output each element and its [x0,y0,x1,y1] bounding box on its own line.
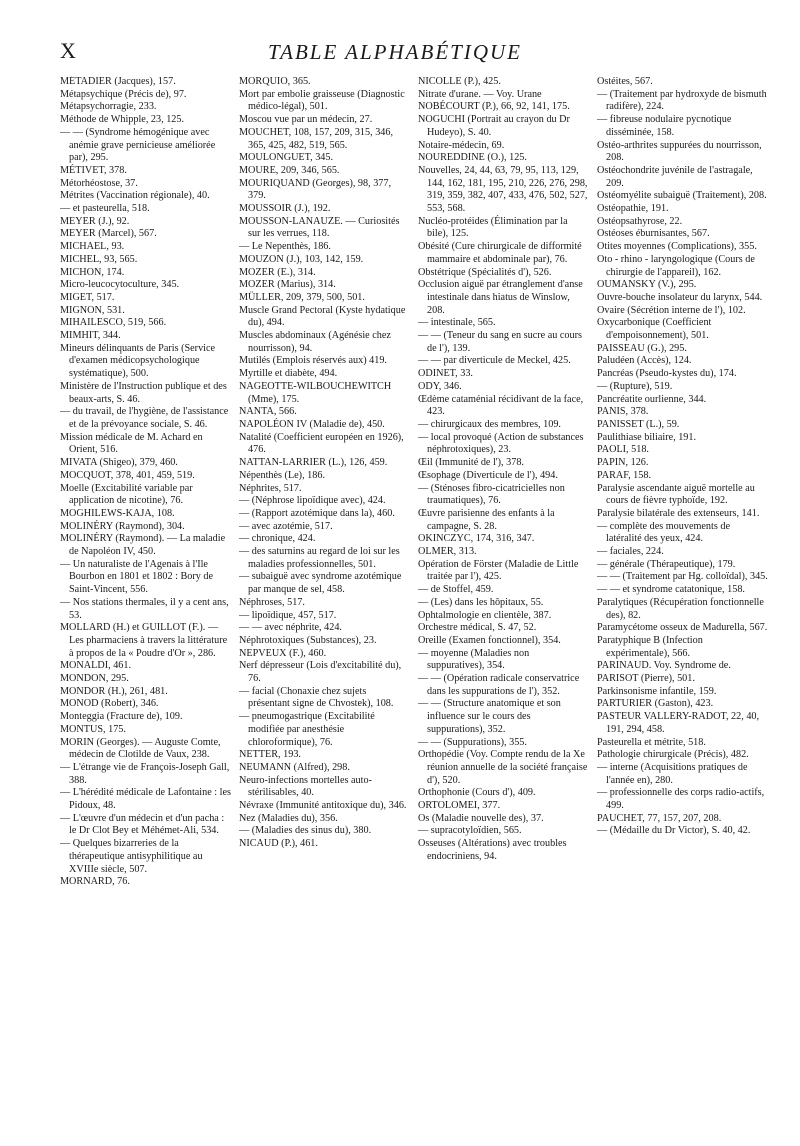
index-entry: — complète des mouvements de latéralité des yeux, 424. [597,520,730,545]
index-entry: — du travail, de l'hygiène, de l'assistance et de la prévoyance sociale, S. 46. [60,406,229,430]
index-entry: MONDOR (H.), 261, 481. [60,685,168,697]
index-entry: NOBÉCOURT (P.), 66, 92, 141, 175. [418,101,570,113]
index-entry: Paralysie ascendante aiguë mortelle au cours de fièvre typhoïde, 192. [597,482,755,507]
index-entry: Néphrotoxiques (Substances), 23. [239,634,377,646]
index-entry: Osseuses (Altérations) avec troubles endocriniens, 94. [418,838,567,862]
index-entry: Névraxe (Immunité antitoxique du), 346. [239,800,407,812]
index-entry: — (Traitement par hydroxyde de bismuth radifère), 224. [597,88,767,113]
index-entry: ODY, 346. [418,380,462,392]
index-entry: MOUSSOIR (J.), 192. [239,203,331,215]
index-entry: MICHAEL, 93. [60,241,125,253]
index-entry: Mutilés (Emplois réservés aux) 419. [239,355,387,367]
index-entry: NICAUD (P.), 461. [239,838,318,850]
index-entry: MOGHILEWS-KAJA, 108. [60,507,175,519]
index-entry: MOLINÉRY (Raymond). — La maladie de Napoléon IV, 450. [60,533,226,558]
index-entry: NANTA, 566. [239,406,297,418]
index-entry: Pathologie chirurgicale (Précis), 482. [597,749,749,761]
index-entry: Ostéo-arthrites suppurées du nourrisson, 208. [597,139,762,164]
index-entry: NEUMANN (Alfred), 298. [239,761,350,773]
index-entry: Métapsychique (Précis de), 97. [60,88,187,100]
index-entry: — L'œuvre d'un médecin et d'un pacha : le Dr Clot Bey et Méhémet-Ali, 534. [60,812,225,837]
index-entry: Muscle Grand Pectoral (Kyste hydatique du), 494. [239,304,406,329]
index-entry: — Nos stations thermales, il y a cent ans, 53. [60,596,229,621]
index-entry: MOURE, 209, 346, 565. [239,164,340,176]
index-entry: MIHAILESCO, 519, 566. [60,317,167,329]
index-entry: Ostéites, 567. [597,76,653,87]
index-entry: Orthophonie (Cours d'), 409. [418,787,536,799]
index-entry: MOLINÉRY (Raymond), 304. [60,520,185,532]
index-entry: Ostéomyélite subaiguë (Traitement), 208. [597,190,767,202]
index-entry: Os (Maladie nouvelle des), 37. [418,812,544,824]
index-entry: Myrtille et diabète, 494. [239,368,338,380]
index-entry: NEPVEUX (F.), 460. [239,647,327,659]
index-entry: NAPOLÉON IV (Maladie de), 450. [239,418,385,430]
index-entry: — — (Traitement par Hg. colloïdal), 345. [597,571,768,583]
index-entry: Oxycarbonique (Coefficient d'empoisonnement), 501. [597,317,712,342]
index-entry: — et pasteurella, 518. [60,203,150,215]
index-entry: NATTAN-LARRIER (L.), 126, 459. [239,457,388,469]
index-entry: PARTURIER (Gaston), 423. [597,698,714,710]
index-entry: Paratyphique B (Infection expérimentale), 566. [597,634,703,659]
index-entry: Métorhéostose, 37. [60,177,138,189]
index-entry: — Un naturaliste de l'Agenais à l'Ile Bourbon en 1801 et 1802 : Bory de Saint-Vincent, 556. [60,558,214,596]
index-entry: Pancréatite ourlienne, 344. [597,393,707,405]
index-entry: — — (Structure anatomique et son influence sur le cours des suppurations), 352. [418,698,561,735]
index-entry: PAPIN, 126. [597,457,649,469]
index-entry: MEYER (Marcel), 567. [60,228,157,240]
index-entry: Paramycétome osseux de Madurella, 567. [597,622,768,634]
index-entry: NOGUCHI (Portrait au crayon du Dr Hudeyo), S. 40. [418,114,570,138]
index-entry: Nouvelles, 24, 44, 63, 79, 95, 113, 129, 144, 162, 181, 195, 210, 226, 276, 298, 319, 359, 382, 407, 433, 476, 502, 527, 553, 568. [418,164,588,215]
index-entry: MOURIQUAND (Georges), 98, 377, 379. [239,177,392,202]
index-entry: Méthode de Whipple, 23, 125. [60,114,185,126]
index-entry: Œdème cataménial récidivant de la face, 423. [418,393,584,418]
index-entry: OKINCZYC, 174, 316, 347. [418,533,535,545]
index-entry: Œil (Immunité de l'), 378. [418,457,524,469]
index-entry: Ostéopsathyrose, 22. [597,215,683,227]
index-entry: Ministère de l'Instruction publique et des beaux-arts, S. 46. [60,380,227,405]
index-entry: — — par diverticule de Meckel, 425. [418,355,571,367]
index-entry: MEYER (J.), 92. [60,215,130,227]
index-entry: Paludéen (Accès), 124. [597,355,692,367]
index-entry: MOZER (E.), 314. [239,266,316,278]
index-entry: Muscles abdominaux (Agénésie chez nourrisson), 94. [239,330,391,354]
index-entry: — L'hérédité médicale de Lafontaine : les Pidoux, 48. [60,787,231,812]
index-entry: — fibreuse nodulaire pycnotique disséminée, 158. [597,114,732,138]
index-entry: MONTUS, 175. [60,723,126,735]
index-entry: — chronique, 424. [239,533,316,545]
index-entry: MOCQUOT, 378, 401, 459, 519. [60,469,195,481]
index-entry: Ophtalmologie en clientèle, 387. [418,609,552,621]
index-entry: — (Sténoses fibro-cicatricielles non traumatiques), 76. [418,482,565,507]
index-entry: MOUCHET, 108, 157, 209, 315, 346, 365, 425, 482, 519, 565. [239,126,394,151]
index-entry: — professionnelle des corps radio-actifs, 499. [597,787,765,812]
index-entry: Natalité (Coefficient européen en 1926), 476. [239,431,404,456]
index-entry: Notaire-médecin, 69. [418,139,505,151]
index-entry: Néphroses, 517. [239,596,305,608]
index-entry: Ostéochondrite juvénile de l'astragale, 209. [597,164,753,189]
index-entry: Moelle (Excitabilité variable par application de nicotine), 76. [60,482,193,507]
index-entry: NOUREDDINE (O.), 125. [418,152,527,164]
index-entry: MOULONGUET, 345. [239,152,334,164]
index-entry: Mort par embolie graisseuse (Diagnostic médico-légal), 501. [239,88,405,113]
index-entry: NAGEOTTE-WILBOUCHEWITCH (Mme), 175. [239,380,392,405]
index-entry: MICHON, 174. [60,266,125,278]
index-entry: Opération de Förster (Maladie de Little traitée par l'), 425. [418,558,579,583]
page-number: X [60,38,77,63]
index-entry: — de Stoffel, 459. [418,584,494,596]
index-entry: Néphrites, 517. [239,482,302,494]
index-entry: Nez (Maladies du), 356. [239,812,338,824]
index-entry: — supracotyloïdien, 565. [418,825,522,837]
index-entry: — avec azotémie, 517. [239,520,333,532]
index-entry: — (Maladies des sinus du), 380. [239,825,372,837]
index-entry: — — (Suppurations), 355. [418,736,527,748]
index-entry: PAUCHET, 77, 157, 207, 208. [597,812,722,824]
index-entry: MONALDI, 461. [60,660,132,672]
index-entry: — L'étrange vie de François-Joseph Gall, 388. [60,761,230,786]
index-entry: Ostéopathie, 191. [597,203,669,215]
index-entry: MÉTIVET, 378. [60,164,127,176]
index-entry: Nerf dépresseur (Lois d'excitabilité du), 76. [239,660,402,685]
index-entry: ORTOLOMEI, 377. [418,800,501,812]
index-entry: OUMANSKY (V.), 295. [597,279,697,291]
index-entry: MÜLLER, 209, 379, 500, 501. [239,291,365,303]
index-entry: — lipoïdique, 457, 517. [239,609,337,621]
index-entry: — — (Opération radicale conservatrice dans les suppurations de l'), 352. [418,673,580,697]
index-entry: Moscou vue par un médecin, 27. [239,114,373,126]
index-entry: MORNARD, 76. [60,876,130,888]
index-entry: Pasteurella et métrite, 518. [597,736,706,748]
index-column-1 [60,76,231,1126]
index-entry: Oto - rhino - laryngologique (Cours de chirurgie de l'appareil), 162. [597,253,755,278]
index-entry: — générale (Thérapeutique), 179. [597,558,736,570]
index-entry: Paralytiques (Récupération fonctionnelle des), 82. [597,596,764,621]
index-entry: — facial (Chonaxie chez sujets présentant signe de Chvostek), 108. [239,685,394,710]
index-column-4 [597,76,768,1126]
index-entry: MOZER (Marius), 314. [239,279,336,291]
index-entry: Monteggia (Fracture de), 109. [60,711,183,723]
index-entry: Micro-leucocytoculture, 345. [60,279,180,291]
index-entry: Oreille (Examen fonctionnel), 354. [418,634,561,646]
index-entry: MIMHIT, 344. [60,330,121,342]
index-entry: Orchestre médical, S. 47, 52. [418,622,537,634]
index-entry: Œsophage (Diverticule de l'), 494. [418,469,558,481]
index-entry: Parkinsonisme infantile, 159. [597,685,717,697]
index-entry: Métapsychorragie, 233. [60,101,157,113]
index-entry: Orthopédie (Voy. Compte rendu de la Xe réunion annuelle de la société française d'), 520. [418,749,588,786]
index-columns [60,76,770,1126]
index-entry: — (Rupture), 519. [597,380,673,392]
index-entry: Ovaire (Sécrétion interne de l'), 102. [597,304,746,316]
index-entry: MOLLARD (H.) et GUILLOT (F.). — Les pharmaciens à travers la littérature à propos de la « Poudre d'Or », 286. [60,622,228,659]
index-entry: MORIN (Georges). — Auguste Comte, médecin de Clotilde de Vaux, 238. [60,736,221,761]
index-entry: — — et syndrome catatonique, 158. [597,584,745,596]
index-entry: Népenthès (Le), 186. [239,469,325,481]
index-entry: PARINAUD. Voy. Syndrome de. [597,660,731,672]
index-entry: NICOLLE (P.), 425. [418,76,501,87]
index-entry: PARISOT (Pierre), 501. [597,673,695,685]
index-entry: MIGNON, 531. [60,304,125,316]
index-entry: Mission médicale de M. Achard en Orient, 516. [60,431,203,456]
index-entry: Œuvre parisienne des enfants à la campagne, S. 28. [418,507,555,532]
index-entry: Paralysie bilatérale des extenseurs, 141. [597,507,760,519]
index-entry: PAISSEAU (G.), 295. [597,342,687,354]
index-entry: — des saturnins au regard de loi sur les maladies professionnelles, 501. [239,546,400,570]
index-entry: MONDON, 295. [60,673,129,685]
page-title: TABLE ALPHABÉTIQUE [268,40,522,64]
index-entry: — intestinale, 565. [418,317,496,329]
index-entry: Métrites (Vaccination régionale), 40. [60,190,210,202]
index-entry: Neuro-infections mortelles auto-stérilisables, 40. [239,774,372,799]
index-entry: MIVATA (Shigeo), 379, 460. [60,457,178,469]
index-entry: — local provoqué (Action de substances néphrotoxiques), 23. [418,431,584,456]
index-entry: MORQUIO, 365. [239,76,311,87]
index-entry: — pneumogastrique (Excitabilité modifiée par anesthésie chloroformique), 76. [239,711,375,748]
index-entry: — (Les) dans les hôpitaux, 55. [418,596,544,608]
index-entry: — — (Teneur du sang en sucre au cours de l'), 139. [418,330,582,354]
index-entry: PANISSET (L.), 59. [597,418,680,430]
running-header [60,38,730,68]
index-entry: NETTER, 193. [239,749,301,761]
index-entry: — — (Syndrome hémogénique avec anémie grave pernicieuse améliorée par), 295. [60,126,216,164]
index-entry: PASTEUR VALLERY-RADOT, 22, 40, 191, 294, 458. [597,711,760,735]
index-entry: Obésité (Cure chirurgicale de difformité mammaire et abdominale par), 76. [418,241,582,265]
index-entry: — chirurgicaux des membres, 109. [418,418,561,430]
index-entry: PARAF, 158. [597,469,652,481]
index-entry: ODINET, 33. [418,368,473,380]
index-entry: Nucléo-protéides (Élimination par la bile), 125. [418,215,568,240]
index-entry: MICHEL, 93, 565. [60,253,138,265]
index-entry: — moyenne (Maladies non suppuratives), 354. [418,647,530,672]
index-column-2 [239,76,410,1126]
index-entry: — (Néphrose lipoïdique avec), 424. [239,495,386,507]
index-entry: MOUSSON-LANAUZE. — Curiosités sur les verrues, 118. [239,215,400,240]
index-entry: MIGET, 517. [60,291,115,303]
index-entry: — interne (Acquisitions pratiques de l'année en), 280. [597,761,748,786]
index-entry: — — avec néphrite, 424. [239,622,342,634]
index-column-3 [418,76,589,1126]
index-entry: OLMER, 313. [418,546,477,558]
index-entry: — subaiguë avec syndrome azotémique par manque de sel, 458. [239,571,402,596]
index-entry: Obstétrique (Spécialités d'), 526. [418,266,552,278]
index-entry: PAOLI, 518. [597,444,649,456]
index-entry: MOUZON (J.), 103, 142, 159. [239,253,364,265]
index-entry: Occlusion aiguë par étranglement d'anse intestinale dans hiatus de Winslow, 208. [418,279,583,316]
index-entry: — (Médaille du Dr Victor), S. 40, 42. [597,825,751,837]
index-entry: Pancréas (Pseudo-kystes du), 174. [597,368,737,380]
index-entry: — Quelques bizarreries de la thérapeutique antisyphilitique au XVIIIe siècle, 507. [60,838,203,875]
index-entry: — (Rapport azotémique dans la), 460. [239,507,395,519]
index-entry: — Le Nepenthès, 186. [239,241,331,253]
index-entry: — faciales, 224. [597,546,664,558]
index-entry: Nitrate d'urane. — Voy. Urane [418,88,542,100]
index-entry: MÉTADIER (Jacques), 157. [60,76,176,87]
index-entry: Ouvre-bouche insolateur du larynx, 544. [597,291,763,303]
index-entry: PANIS, 378. [597,406,649,418]
index-entry: Paulithiase biliaire, 191. [597,431,697,443]
index-entry: Mineurs délinquants de Paris (Service d'examen médicopsychologique systématique), 500. [60,342,216,380]
index-entry: Ostéoses éburnisantes, 567. [597,228,710,240]
index-entry: Otites moyennes (Complications), 355. [597,241,757,253]
index-entry: MONOD (Robert), 346. [60,698,159,710]
